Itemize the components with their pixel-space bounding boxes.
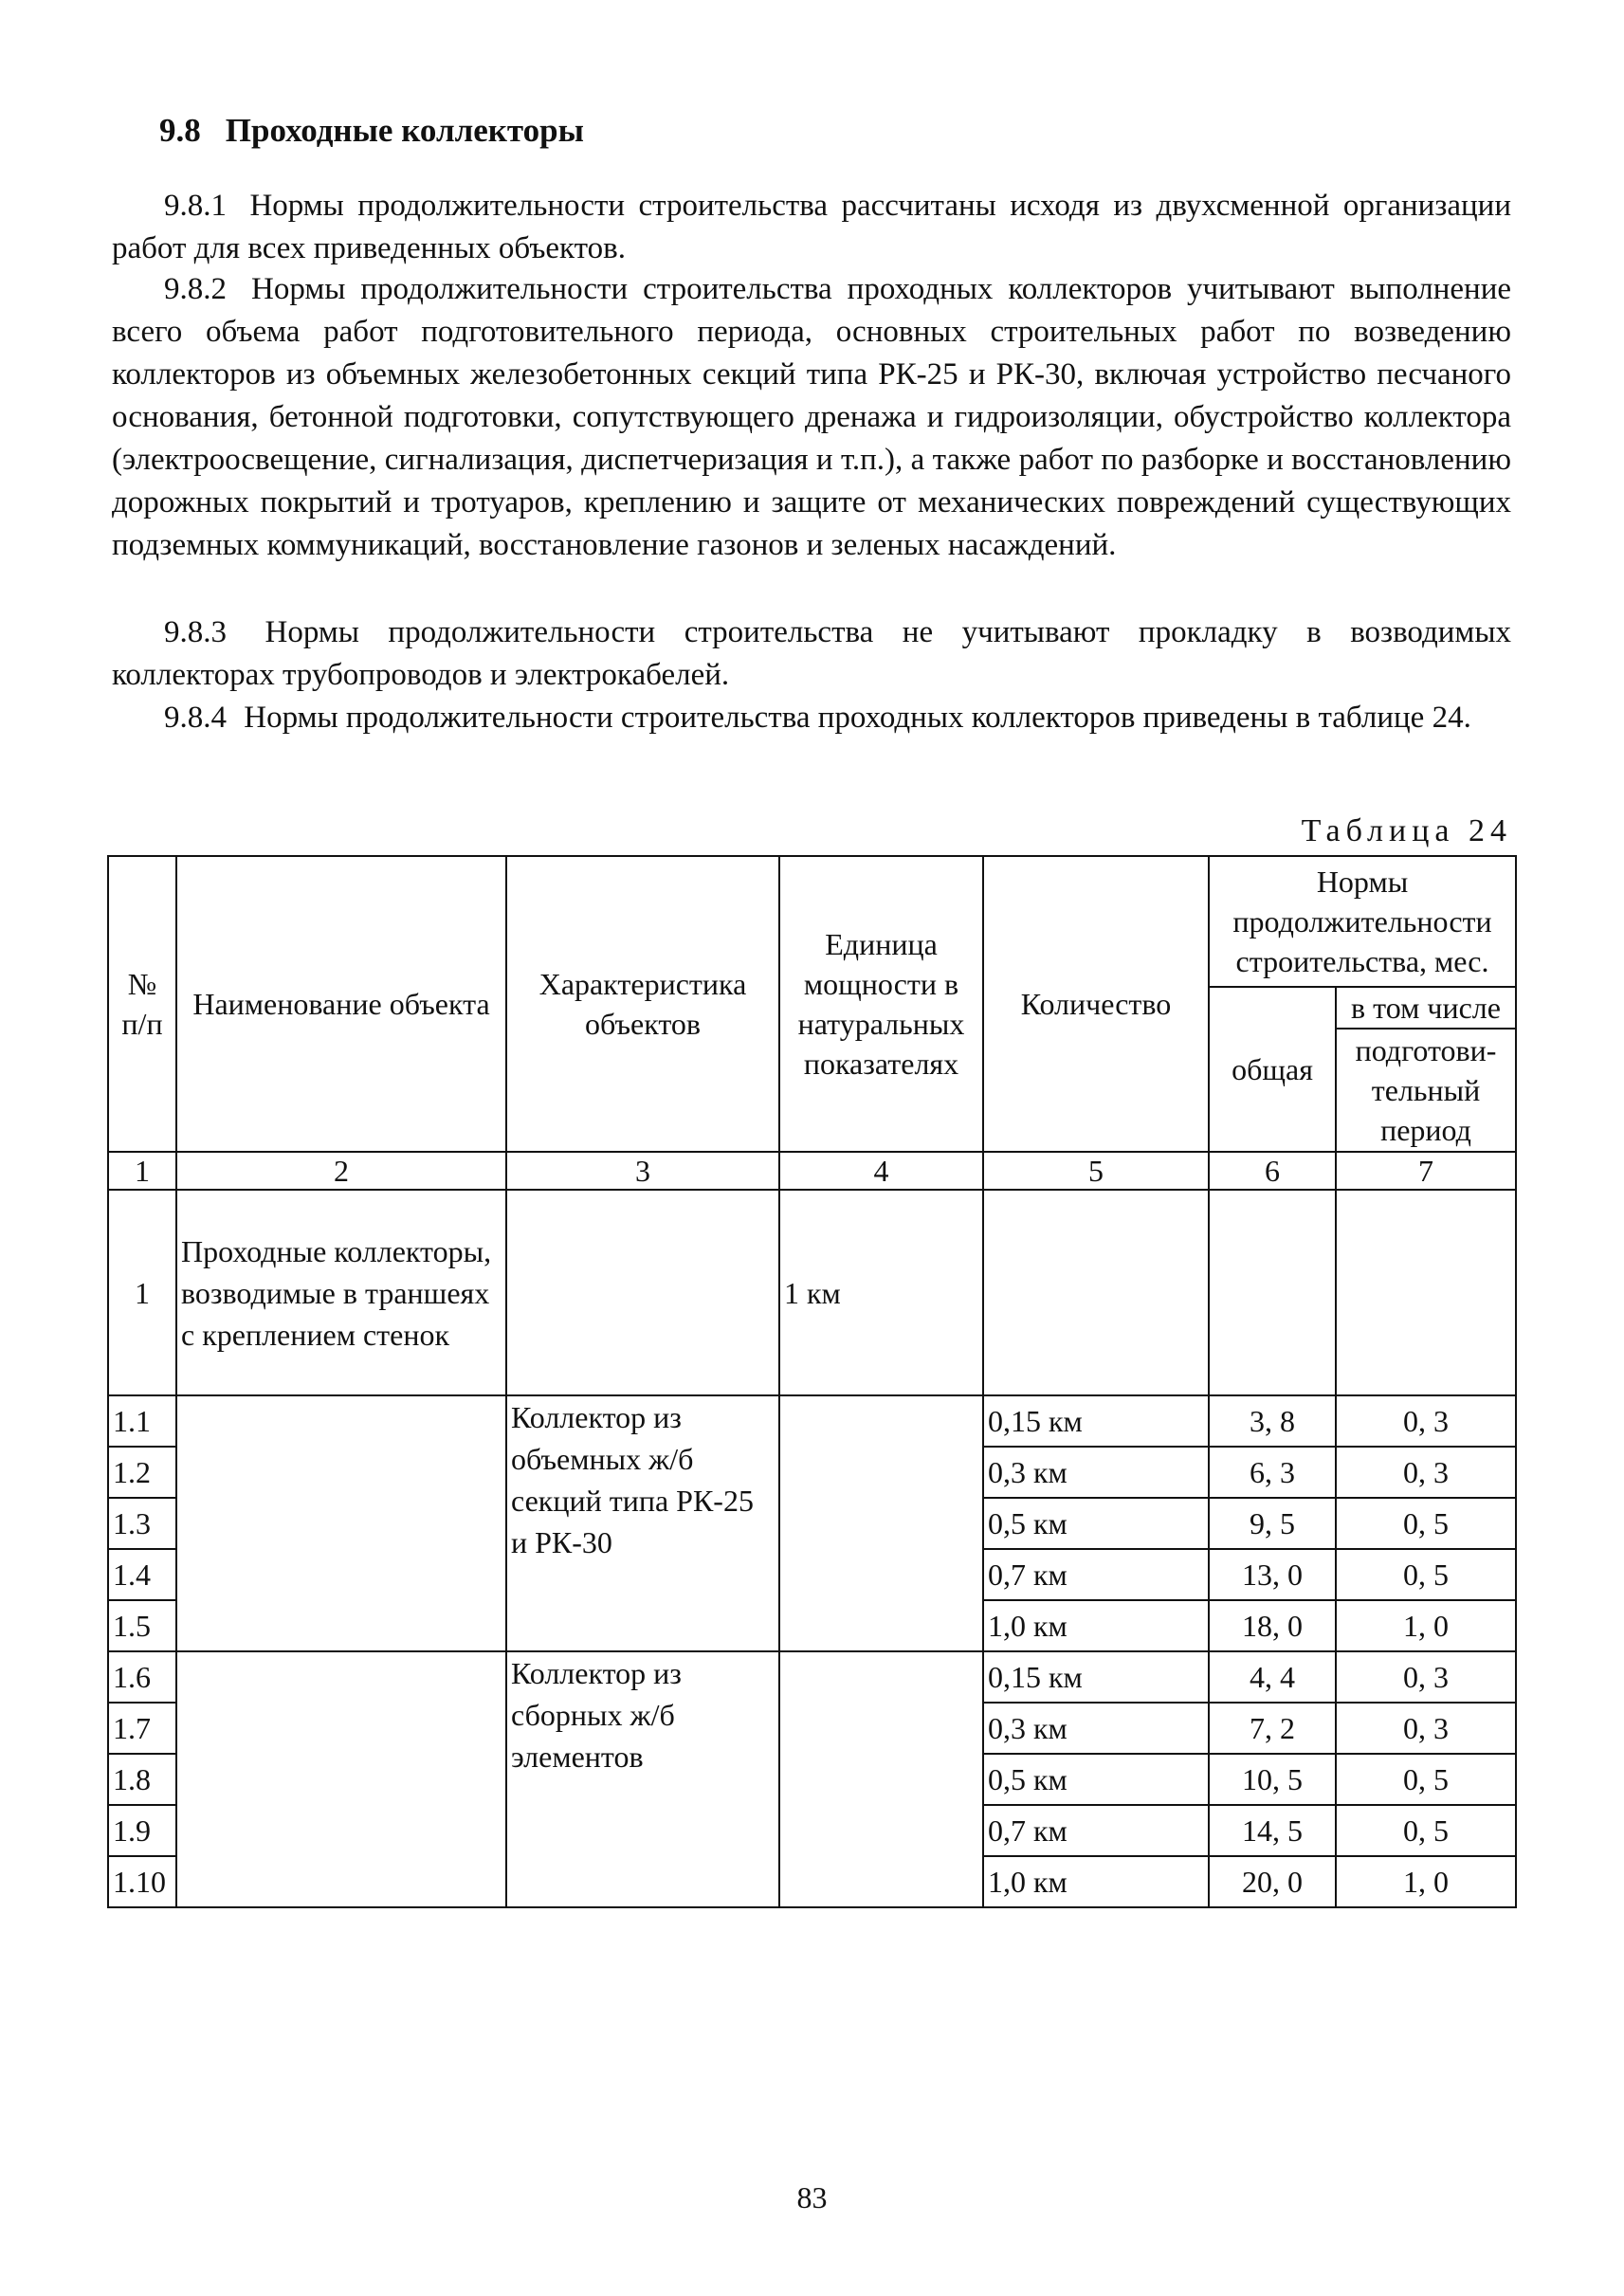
row-num: 1 (108, 1190, 176, 1395)
row-characteristic: Коллектор из объемных ж/б секций типа РК-25 и РК-30 (506, 1395, 779, 1651)
paragraph-9-8-4 (112, 697, 1511, 739)
row-quantity: 0,3 км (983, 1447, 1209, 1498)
column-number: 5 (983, 1152, 1209, 1190)
row-quantity: 0,7 км (983, 1549, 1209, 1600)
row-quantity (983, 1190, 1209, 1395)
row-total: 10, 5 (1209, 1754, 1336, 1805)
header-name: Наименование объекта (176, 856, 506, 1152)
row-total: 7, 2 (1209, 1703, 1336, 1754)
row-prep: 0, 5 (1336, 1805, 1516, 1856)
row-prep: 0, 5 (1336, 1754, 1516, 1805)
row-characteristic: Коллектор из сборных ж/б элементов (506, 1651, 779, 1907)
column-number: 1 (108, 1152, 176, 1190)
paragraph-text: Нормы продолжительности строительства не учитывают прокладку в возводимых коллекторах трубопроводов и электрокабелей. (112, 615, 1511, 692)
header-prep: подготови-тельный период (1336, 1029, 1516, 1152)
row-unit: 1 км (779, 1190, 983, 1395)
header-unit: Единица мощности в натуральных показателях (779, 856, 983, 1152)
row-total: 18, 0 (1209, 1600, 1336, 1651)
paragraph-text: Нормы продолжительности строительства проходных коллекторов учитывают выполнение всего объема работ подготовительного периода, основных строительных работ по возведению коллекторов из объемных железобетонных секций типа РК-25 и РК-30, включая устройство песчаного основания, бетонной подготовки, сопутствующего дренажа и гидроизоляции, обустройство коллектора (электроосвещение, сигнализация, диспетчеризация и т.п.), а также работ по разборке и восстановлению дорожных покрытий и тротуаров, креплению и защите от механических повреждений существующих подземных коммуникаций, восстановление газонов и зеленых насаждений. (112, 272, 1512, 562)
row-prep: 0, 3 (1336, 1447, 1516, 1498)
table-row (108, 1190, 1516, 1395)
row-characteristic (506, 1190, 779, 1395)
paragraph-9-8-3 (112, 611, 1511, 697)
row-quantity: 0,15 км (983, 1651, 1209, 1703)
row-total: 20, 0 (1209, 1856, 1336, 1907)
row-num: 1.6 (108, 1651, 176, 1703)
row-prep: 1, 0 (1336, 1600, 1516, 1651)
paragraph-number: 9.8.1 (164, 189, 227, 223)
row-num: 1.3 (108, 1498, 176, 1549)
paragraph-text: Нормы продолжительности строительства рассчитаны исходя из двухсменной организации работ для всех приведенных объектов. (112, 189, 1511, 265)
row-quantity: 0,7 км (983, 1805, 1209, 1856)
norms-table (107, 855, 1517, 1908)
row-prep: 0, 3 (1336, 1703, 1516, 1754)
header-total: общая (1209, 987, 1336, 1152)
row-num: 1.7 (108, 1703, 176, 1754)
row-quantity: 0,15 км (983, 1395, 1209, 1447)
column-number: 7 (1336, 1152, 1516, 1190)
column-numbers-row (108, 1152, 1516, 1190)
row-total: 4, 4 (1209, 1651, 1336, 1703)
row-prep: 0, 3 (1336, 1651, 1516, 1703)
row-num: 1.10 (108, 1856, 176, 1907)
row-name: Проходные коллекторы, возводимые в траншеях с креплением стенок (176, 1190, 506, 1395)
paragraph-number: 9.8.3 (164, 615, 227, 649)
column-number: 3 (506, 1152, 779, 1190)
column-number: 2 (176, 1152, 506, 1190)
row-prep: 0, 5 (1336, 1498, 1516, 1549)
row-num: 1.2 (108, 1447, 176, 1498)
row-quantity: 0,3 км (983, 1703, 1209, 1754)
table-row (108, 1651, 1516, 1703)
row-unit (779, 1651, 983, 1907)
row-quantity: 0,5 км (983, 1754, 1209, 1805)
row-prep (1336, 1190, 1516, 1395)
header-num: № п/п (108, 856, 176, 1152)
row-total (1209, 1190, 1336, 1395)
row-num: 1.5 (108, 1600, 176, 1651)
column-number: 4 (779, 1152, 983, 1190)
row-quantity: 0,5 км (983, 1498, 1209, 1549)
row-name (176, 1395, 506, 1651)
section-heading (159, 112, 584, 150)
row-num: 1.8 (108, 1754, 176, 1805)
paragraph-9-8-2 (112, 268, 1511, 567)
section-number: 9.8 (159, 112, 201, 149)
page-number: 83 (796, 2180, 828, 2214)
paragraph-9-8-1 (112, 185, 1511, 270)
row-num: 1.4 (108, 1549, 176, 1600)
row-name (176, 1651, 506, 1907)
row-prep: 0, 3 (1336, 1395, 1516, 1447)
table-caption: Таблица 24 (1301, 813, 1512, 848)
row-num: 1.1 (108, 1395, 176, 1447)
table-row (108, 1395, 1516, 1447)
paragraph-number: 9.8.4 (164, 701, 227, 735)
row-total: 9, 5 (1209, 1498, 1336, 1549)
paragraph-text: Нормы продолжительности строительства проходных коллекторов приведены в таблице 24. (244, 701, 1471, 735)
row-total: 13, 0 (1209, 1549, 1336, 1600)
row-num: 1.9 (108, 1805, 176, 1856)
header-norms: Нормы продолжительности строительства, мес. (1209, 856, 1516, 987)
header-quantity: Количество (983, 856, 1209, 1152)
column-number: 6 (1209, 1152, 1336, 1190)
header-characteristic: Характеристика объектов (506, 856, 779, 1152)
row-total: 3, 8 (1209, 1395, 1336, 1447)
row-quantity: 1,0 км (983, 1856, 1209, 1907)
header-including: в том числе (1336, 987, 1516, 1029)
row-total: 6, 3 (1209, 1447, 1336, 1498)
row-unit (779, 1395, 983, 1651)
row-prep: 0, 5 (1336, 1549, 1516, 1600)
paragraph-number: 9.8.2 (164, 272, 227, 306)
row-total: 14, 5 (1209, 1805, 1336, 1856)
row-prep: 1, 0 (1336, 1856, 1516, 1907)
row-quantity: 1,0 км (983, 1600, 1209, 1651)
section-title: Проходные коллекторы (225, 112, 584, 149)
